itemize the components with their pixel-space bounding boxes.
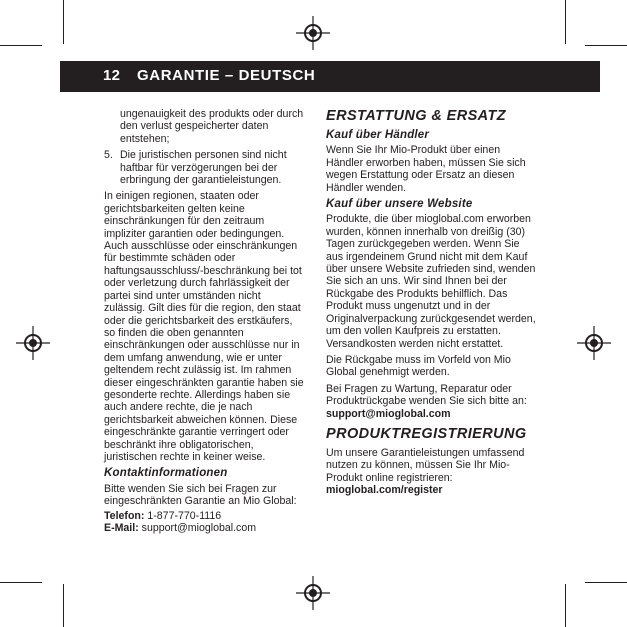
list-item-text: Die juristischen personen sind nicht haftbar für verzögerungen bei der erbringung der garantieleistungen. — [120, 149, 287, 187]
website-text: Produkte, die über mioglobal.com erworben wurden, können innerhalb von dreißig (30) Tagen zurückgegeben werden. Wenn Sie aus irgendeinem Grund nicht mit dem Kauf über unsere Website zufrieden sind, wenden Sie sich an uns. Wir sind Ihnen bei der Rückgabe des Produkts behilflich. Das Produkt muss ungenutzt und in der Originalverpackung zurückgesendet werden, um den vollen Kaufpreis zu erstatten. Versandkosten werden nicht erstattet. — [326, 213, 536, 350]
registration-heading: PRODUKTREGISTRIERUNG — [326, 425, 527, 442]
crop-mark — [0, 582, 42, 583]
list-item-number: 5. — [104, 149, 113, 162]
contact-heading: Kontaktinformationen — [104, 467, 228, 480]
registration-mark-icon — [296, 576, 330, 610]
crop-mark — [0, 45, 42, 46]
email-line — [104, 522, 304, 534]
questions-text: Bei Fragen zu Wartung, Reparatur oder Produktrückgabe wenden Sie sich bitte an: — [326, 382, 527, 408]
dealer-text: Wenn Sie Ihr Mio-Produkt über einen Händler erworben haben, müssen Sie sich wegen Erstattung oder Ersatz an diesen Händler wenden. — [326, 144, 526, 194]
paragraph: In einigen regionen, staaten oder gerichtsbarkeiten gelten keine einschränkungen für den zeitraum impliziter garantien oder bedingungen. Auch ausschlüsse oder einschränkungen für bestimmte schäden oder haftungsausschluss/-beschränkung bei tot oder verletzung durch fahrlässigkeit der partei sind unter umständen nicht zulässig. Gilt dies für die region, den staat oder die gerichtsbarkeit des erstkäufers, so finden die oben genannten einschränkungen oder ausschlüsse nur in dem umfang anwendung, wie er unter geltendem recht zulässig ist. Im rahmen dieser eingeschränkten garantie haben sie gesonderte rechte. Allerdings haben sie auch andere rechte, die je nach gerichtsbarkeit abweichen können. Diese eingeschränkte garantie verringert oder beschränkt ihre obligatorischen, juristischen rechte in keiner weise. — [104, 190, 304, 463]
crop-mark — [585, 45, 627, 46]
left-column — [104, 108, 304, 534]
page-number: 12 — [103, 67, 121, 84]
crop-mark — [63, 584, 64, 627]
page-header — [60, 61, 600, 92]
phone-value: 1-877-770-1116 — [144, 509, 222, 522]
registration-mark-icon — [296, 16, 330, 50]
registration-mark-icon — [577, 326, 611, 360]
support-email: support@mioglobal.com — [326, 407, 451, 420]
website-heading: Kauf über unsere Website — [326, 198, 473, 211]
registration-mark-icon — [16, 326, 50, 360]
right-column — [326, 108, 536, 501]
contact-intro: Bitte wenden Sie sich bei Fragen zur eingeschränkten Garantie an Mio Global: — [104, 482, 297, 508]
page-title: GARANTIE – DEUTSCH — [137, 67, 316, 84]
dealer-heading: Kauf über Händler — [326, 129, 430, 141]
crop-mark — [63, 0, 64, 44]
questions-paragraph — [326, 383, 536, 420]
list-item — [104, 149, 304, 186]
crop-mark — [565, 584, 566, 627]
list-continuation: ungenauigkeit des produkts oder durch den verlust gespeicherter daten entstehen; — [120, 108, 304, 145]
registration-link: mioglobal.com/register — [326, 484, 443, 497]
email-label: E-Mail: — [104, 522, 139, 534]
crop-mark — [585, 582, 627, 583]
registration-text: Um unsere Garantieleistungen umfassend nutzen zu können, müssen Sie Ihr Mio-Produkt online registrieren: — [326, 446, 525, 484]
email-value: support@mioglobal.com — [138, 522, 257, 534]
refund-heading: ERSTATTUNG & ERSATZ — [326, 108, 506, 124]
registration-paragraph — [326, 447, 536, 497]
approval-text: Die Rückgabe muss im Vorfeld von Mio Global genehmigt werden. — [326, 353, 511, 379]
phone-line — [104, 510, 304, 522]
crop-mark — [565, 0, 566, 44]
phone-label: Telefon: — [104, 509, 145, 522]
numbered-list — [104, 149, 304, 186]
